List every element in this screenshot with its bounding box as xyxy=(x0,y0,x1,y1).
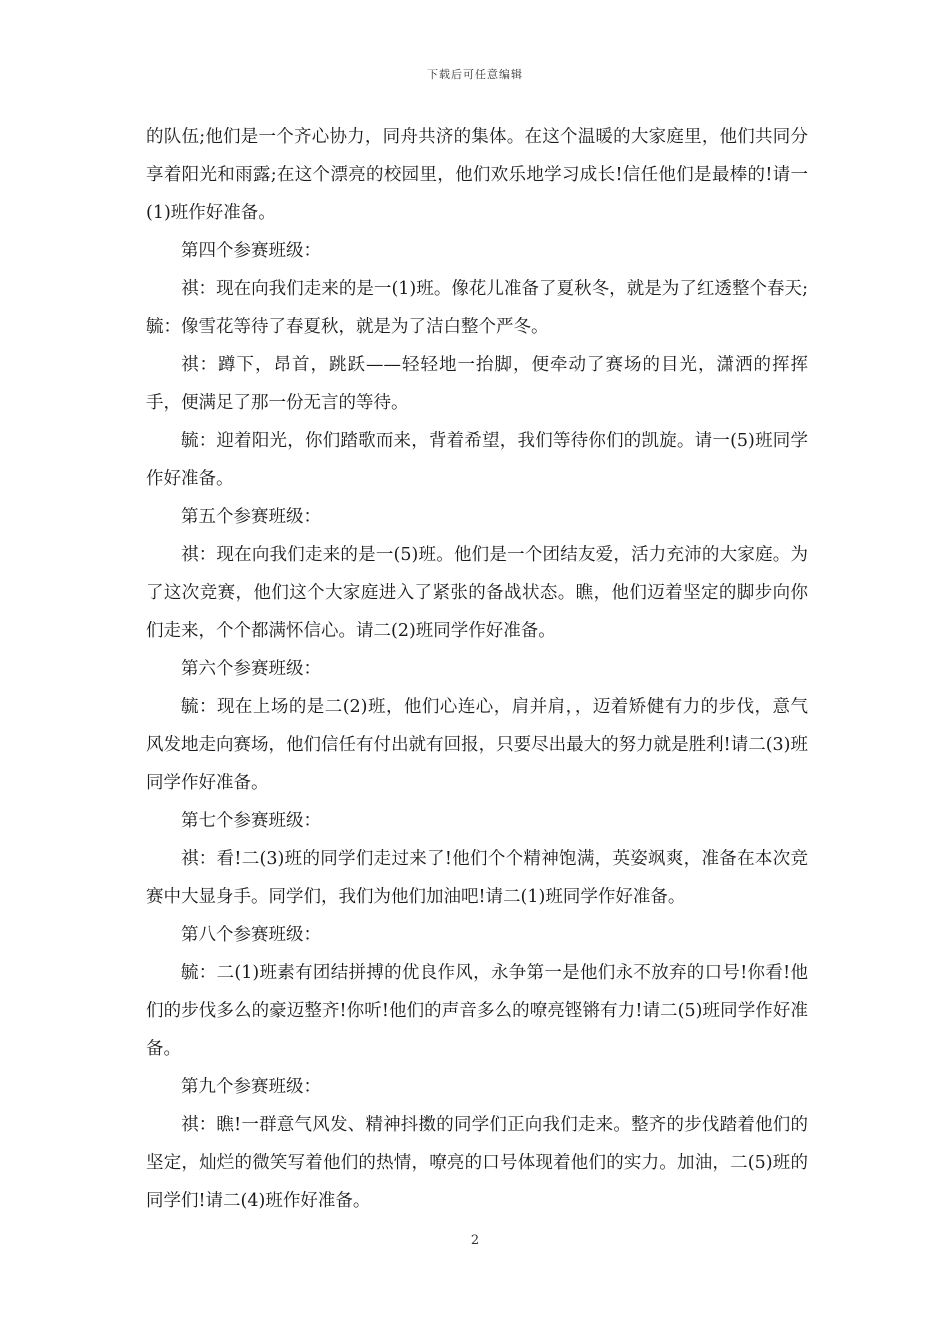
paragraph: 祺：蹲下，昂首，跳跃——轻轻地一抬脚，便牵动了赛场的目光，潇洒的挥挥手，便满足了那一份无言的等待。 xyxy=(146,355,808,413)
page-header: 下载后可任意编辑 xyxy=(427,68,523,81)
paragraph: 祺：看!二(3)班的同学们走过来了!他们个个精神饱满，英姿飒爽，准备在本次竞赛中大显身手。同学们，我们为他们加油吧!请二(1)班同学作好准备。 xyxy=(146,849,808,907)
section-heading-class-8: 第八个参赛班级： xyxy=(181,925,321,945)
section-heading-class-5: 第五个参赛班级： xyxy=(181,507,321,527)
paragraph-continuation: 的队伍;他们是一个齐心协力，同舟共济的集体。在这个温暖的大家庭里，他们共同分享着阳光和雨露;在这个漂亮的校园里，他们欢乐地学习成长!信任他们是最棒的!请一(1)班作好准备。 xyxy=(146,127,808,223)
paragraph: 祺：瞧!一群意气风发、精神抖擞的同学们正向我们走来。整齐的步伐踏着他们的坚定，灿烂的微笑写着他们的热情，嘹亮的口号体现着他们的实力。加油，二(5)班的同学们!请二(4)班作好准备。 xyxy=(146,1115,808,1211)
page-number: 2 xyxy=(470,1233,480,1248)
section-heading-class-4: 第四个参赛班级： xyxy=(181,241,321,261)
document-body xyxy=(146,118,808,1220)
section-heading-class-9: 第九个参赛班级： xyxy=(181,1077,321,1097)
paragraph: 祺：现在向我们走来的是一(1)班。像花儿准备了夏秋冬，就是为了红透整个春天;毓：像雪花等待了春夏秋，就是为了洁白整个严冬。 xyxy=(146,279,808,337)
section-heading-class-6: 第六个参赛班级： xyxy=(181,659,321,679)
paragraph: 毓：迎着阳光，你们踏歌而来，背着希望，我们等待你们的凯旋。请一(5)班同学作好准备。 xyxy=(146,431,808,489)
paragraph: 毓：二(1)班素有团结拼搏的优良作风，永争第一是他们永不放弃的口号!你看!他们的步伐多么的豪迈整齐!你听!他们的声音多么的嘹亮铿锵有力!请二(5)班同学作好准备。 xyxy=(146,963,808,1059)
paragraph: 毓：现在上场的是二(2)班，他们心连心，肩并肩，，迈着矫健有力的步伐，意气风发地走向赛场，他们信任有付出就有回报，只要尽出最大的努力就是胜利!请二(3)班同学作好准备。 xyxy=(146,697,808,793)
paragraph: 祺：现在向我们走来的是一(5)班。他们是一个团结友爱，活力充沛的大家庭。为了这次竞赛，他们这个大家庭进入了紧张的备战状态。瞧，他们迈着坚定的脚步向你们走来，个个都满怀信心。请二(2)班同学作好准备。 xyxy=(146,545,808,641)
section-heading-class-7: 第七个参赛班级： xyxy=(181,811,321,831)
